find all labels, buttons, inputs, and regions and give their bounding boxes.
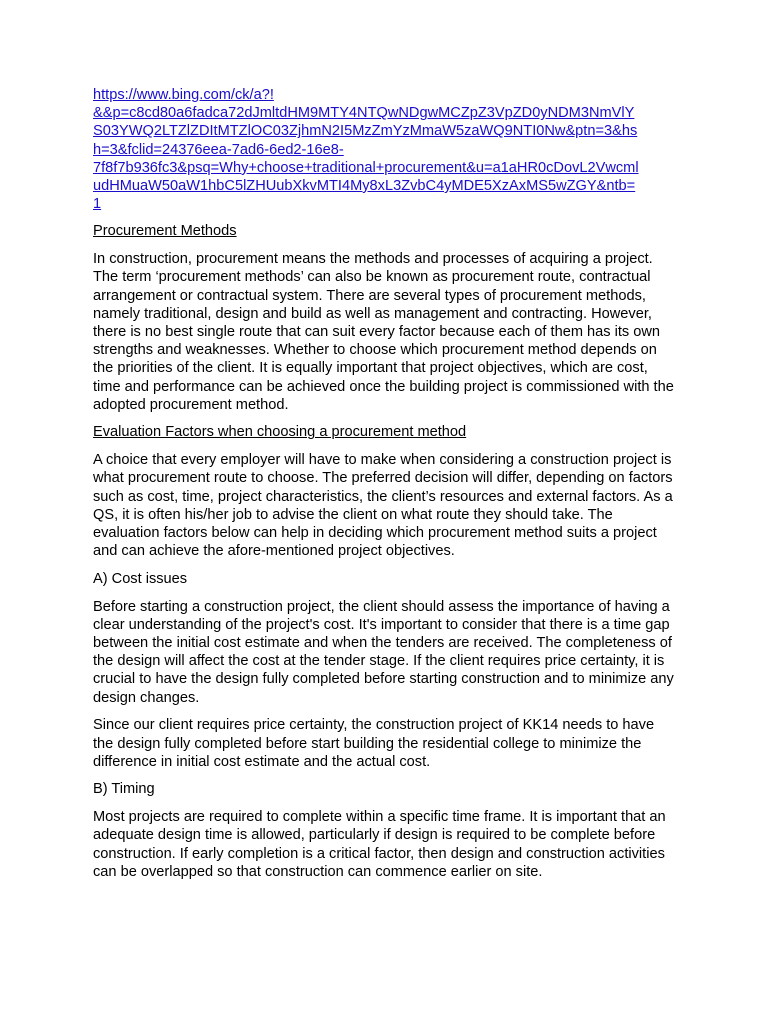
heading-cost-issues: A) Cost issues [93, 570, 188, 587]
link-line[interactable]: 7f8f7b936fc3&psq=Why+choose+traditional+procurement&u=a1aHR0cDovL2Vwcml [93, 159, 639, 176]
document-page [93, 86, 678, 890]
link-line[interactable]: S03YWQ2LTZlZDItMTZlOC03ZjhmN2I5MzZmYzMmaW5zaWQ9NTI0Nw&ptn=3&hs [93, 123, 638, 140]
paragraph-evaluation-factors: A choice that every employer will have to make when considering a construction project is what procurement route to choose. The preferred decision will differ, depending on factors such as cost, time, project characteristics, the client’s resources and external factors. As a QS, it is often his/her job to advise the client on what route they should take. The evaluation factors below can help in deciding which procurement method suits a project and can achieve the afore-mentioned project objectives. [93, 452, 673, 560]
link-line[interactable]: https://www.bing.com/ck/a?! [93, 87, 274, 103]
paragraph-cost-issues-1: Before starting a construction project, the client should assess the importance of having a clear understanding of the project's cost. It's important to consider that there is a time gap between the initial cost estimate and when the tenders are received. The completeness of the design will affect the cost at the tender stage. If the client requires price certainty, it is crucial to have the design fully completed before starting construction and to minimize any design changes. [93, 598, 674, 706]
link-line[interactable]: 1 [93, 196, 102, 213]
link-line[interactable]: udHMuaW50aW1hbC5lZHUubXkvMTI4My8xL3ZvbC4yMDE5XzAxMS5wZGY&ntb= [93, 178, 636, 195]
heading-timing: B) Timing [93, 781, 155, 798]
paragraph-cost-issues-2: Since our client requires price certainty, the construction project of KK14 needs to have the design fully completed before start building the residential college to minimize the difference in initial cost estimate and the actual cost. [93, 717, 655, 770]
link-line[interactable]: h=3&fclid=24376eea-7ad6-6ed2-16e8- [93, 141, 344, 158]
paragraph-timing: Most projects are required to complete within a specific time frame. It is important that an adequate design time is allowed, particularly if design is required to be complete before construction. If early completion is a critical factor, then design and construction activities can be overlapped so that construction can commence earlier on site. [93, 809, 666, 880]
paragraph-procurement-methods: In construction, procurement means the methods and processes of acquiring a project. The term ‘procurement methods’ can also be known as procurement route, contractual arrangement or contractual system. There are several types of procurement methods, namely traditional, design and build as well as management and contracting. However, there is no best single route that can suit every factor because each of them has its own strengths and weaknesses. Whether to choose which procurement method depends on the priorities of the client. It is equally important that project objectives, which are cost, time and performance can be achieved once the building project is commissioned with the adopted procurement method. [93, 251, 674, 413]
link-line[interactable]: &&p=c8cd80a6fadca72dJmltdHM9MTY4NTQwNDgwMCZpZ3VpZD0yNDM3NmVlY [93, 105, 635, 122]
heading-evaluation-factors: Evaluation Factors when choosing a procurement method [93, 424, 467, 441]
reference-link[interactable] [93, 86, 678, 213]
heading-procurement-methods: Procurement Methods [93, 223, 237, 240]
